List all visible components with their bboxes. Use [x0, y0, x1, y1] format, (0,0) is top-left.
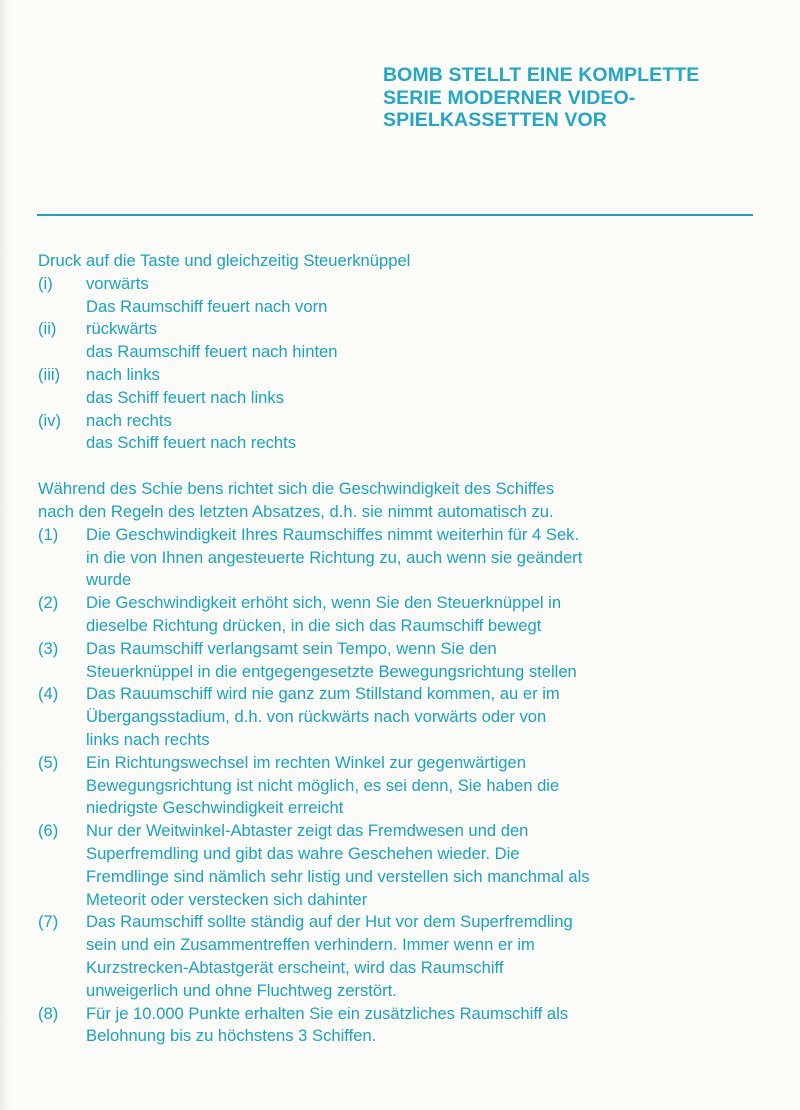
item-text-line: Das Rauumschiff wird nie ganz zum Stillstand kommen, au er im — [86, 684, 560, 704]
list-item — [38, 364, 758, 410]
page-title — [383, 64, 783, 132]
section2-intro-line-1: Während des Schie bens richtet sich die Geschwindigkeit des Schiffes — [38, 479, 555, 499]
item-text-line: unweigerlich und ohne Fluchtweg zerstört. — [86, 980, 397, 1000]
numbered-item — [38, 683, 758, 751]
list-marker: (i) — [38, 273, 53, 293]
list-item-label: rückwärts — [86, 319, 157, 339]
horizontal-rule — [37, 214, 753, 216]
item-text-line: Kurzstrecken-Abtastgerät erscheint, wird das Raumschiff — [86, 957, 504, 977]
list-marker: (ii) — [38, 319, 57, 339]
list-item — [38, 410, 758, 456]
numbered-item — [38, 592, 758, 638]
item-text-line: Bewegungsrichtung ist nicht möglich, es sei denn, Sie haben die — [86, 775, 560, 795]
section2-intro-line-2: nach den Regeln des letzten Absatzes, d.h. sie nimmt automatisch zu. — [38, 501, 554, 521]
item-text-line: in die von Ihnen angesteuerte Richtung zu, auch wenn sie geändert — [86, 547, 583, 567]
title-line-2: SERIE MODERNER VIDEO- — [383, 86, 636, 109]
numbered-item — [38, 911, 758, 1002]
numbered-item — [38, 820, 758, 911]
list-marker: (3) — [38, 638, 59, 658]
list-item-detail: das Schiff feuert nach links — [86, 387, 285, 407]
item-text-line: Die Geschwindigkeit Ihres Raumschiffes nimmt weiterhin für 4 Sek. — [86, 524, 580, 544]
list-item-label: nach links — [86, 364, 160, 384]
page-edge — [0, 0, 10, 1110]
list-marker: (5) — [38, 752, 59, 772]
item-text-line: sein und ein Zusammentreffen verhindern. Immer wenn er im — [86, 935, 535, 955]
item-text-line: Superfremdling und gibt das wahre Geschehen wieder. Die — [86, 843, 520, 863]
list-item-detail: Das Raumschiff feuert nach vorn — [86, 296, 328, 316]
list-item — [38, 273, 758, 319]
list-item-label: vorwärts — [86, 273, 149, 293]
item-text-line: Das Raumschiff verlangsamt sein Tempo, wenn Sie den — [86, 638, 497, 658]
item-text-line: Übergangsstadium, d.h. von rückwärts nach vorwärts oder von — [86, 707, 547, 727]
list-marker: (2) — [38, 593, 59, 613]
list-marker: (1) — [38, 524, 59, 544]
title-line-3: SPIELKASSETTEN VOR — [383, 109, 607, 131]
title-line-1: BOMB STELLT EINE KOMPLETTE — [383, 64, 700, 86]
list-marker: (iv) — [38, 410, 62, 430]
list-item-detail: das Schiff feuert nach rechts — [86, 433, 296, 453]
item-text-line: niedrigste Geschwindigkeit erreicht — [86, 798, 344, 818]
item-text-line: Die Geschwindigkeit erhöht sich, wenn Sie den Steuerknüppel in — [86, 593, 562, 613]
item-text-line: Steuerknüppel in die entgegengesetzte Bewegungsrichtung stellen — [86, 661, 577, 681]
item-text-line: Ein Richtungswechsel im rechten Winkel zur gegenwärtigen — [86, 752, 526, 772]
numbered-item — [38, 638, 758, 684]
numbered-item — [38, 524, 758, 592]
item-text-line: wurde — [86, 570, 132, 590]
item-text-line: Für je 10.000 Punkte erhalten Sie ein zusätzliches Raumschiff als — [86, 1003, 569, 1023]
list-item-label: nach rechts — [86, 410, 172, 430]
item-text-line: Belohnung bis zu höchstens 3 Schiffen. — [86, 1026, 377, 1046]
list-item-detail: das Raumschiff feuert nach hinten — [86, 342, 338, 362]
list-marker: (6) — [38, 821, 59, 841]
numbered-item — [38, 752, 758, 820]
list-marker: (8) — [38, 1003, 59, 1023]
list-marker: (7) — [38, 912, 59, 932]
item-text-line: Meteorit oder verstecken sich dahinter — [86, 889, 368, 909]
list-marker: (4) — [38, 684, 59, 704]
item-text-line: Fremdlinge sind nämlich sehr listig und verstellen sich manchmal als — [86, 866, 590, 886]
item-text-line: Nur der Weitwinkel-Abtaster zeigt das Fremdwesen und den — [86, 821, 529, 841]
item-text-line: Das Raumschiff sollte ständig auf der Hut vor dem Superfremdling — [86, 912, 573, 932]
item-text-line: dieselbe Richtung drücken, in die sich das Raumschiff bewegt — [86, 615, 542, 635]
item-text-line: links nach rechts — [86, 729, 210, 749]
list-item — [38, 318, 758, 364]
numbered-item — [38, 1003, 758, 1049]
list-marker: (iii) — [38, 364, 61, 384]
document-body — [38, 250, 758, 1048]
section1-intro: Druck auf die Taste und gleichzeitig Steuerknüppel — [38, 251, 411, 270]
